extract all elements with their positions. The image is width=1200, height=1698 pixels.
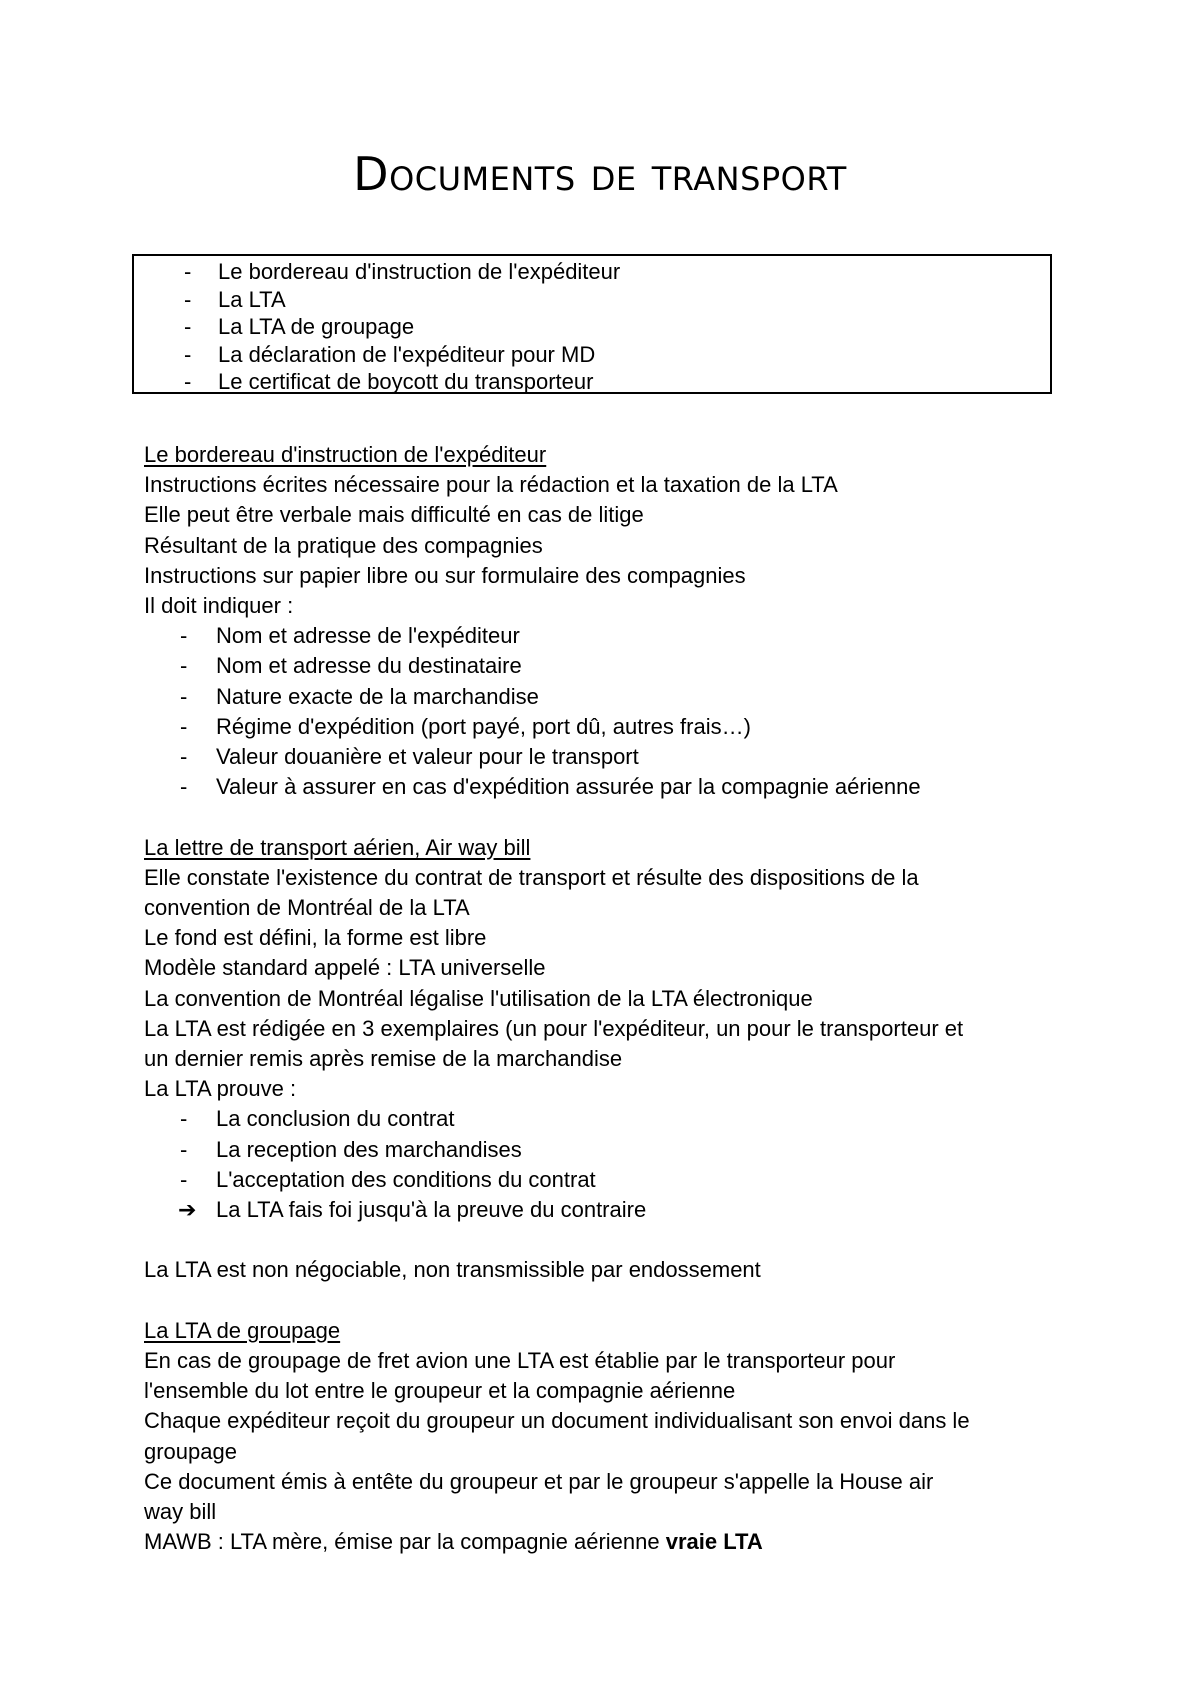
section-heading-groupage: La LTA de groupage bbox=[144, 1317, 341, 1343]
paragraph-line: Chaque expéditeur reçoit du groupeur un document individualisant son envoi dans le bbox=[144, 1408, 970, 1434]
section-heading-bordereau: Le bordereau d'instruction de l'expéditeur bbox=[144, 442, 547, 467]
arrow-list-item: ➔ La LTA fais foi jusqu'à la preuve du contraire bbox=[144, 1195, 1074, 1225]
paragraph-line-mawb: MAWB : LTA mère, émise par la compagnie aérienne vraie LTA bbox=[144, 1529, 763, 1555]
summary-item: - La LTA de groupage bbox=[184, 314, 415, 340]
paragraph-line: Elle peut être verbale mais difficulté en cas de litige bbox=[144, 502, 644, 528]
page-title: Documents de transport bbox=[353, 147, 847, 201]
paragraph-line: convention de Montréal de la LTA bbox=[144, 894, 470, 920]
list-item: - L'acceptation des conditions du contrat bbox=[180, 1166, 596, 1192]
spacer bbox=[144, 1286, 1074, 1316]
emphasis-text: vraie LTA bbox=[665, 1529, 763, 1555]
summary-item: - La déclaration de l'expéditeur pour MD bbox=[184, 341, 596, 367]
paragraph-line: way bill bbox=[144, 1498, 217, 1524]
arrow-right-icon: ➔ bbox=[178, 1196, 197, 1222]
summary-item: - Le bordereau d'instruction de l'expéditeur bbox=[184, 259, 621, 284]
list-item: - Valeur à assurer en cas d'expédition assurée par la compagnie aérienne bbox=[180, 774, 921, 800]
paragraph-line: l'ensemble du lot entre le groupeur et la compagnie aérienne bbox=[144, 1378, 736, 1404]
paragraph-line: La convention de Montréal légalise l'utilisation de la LTA électronique bbox=[144, 985, 813, 1011]
summary-box bbox=[132, 254, 1052, 394]
paragraph-line: La LTA est non négociable, non transmissible par endossement bbox=[144, 1257, 761, 1283]
list-item: - La reception des marchandises bbox=[180, 1136, 522, 1162]
list-item: - Nom et adresse de l'expéditeur bbox=[180, 623, 520, 649]
list-item: - Régime d'expédition (port payé, port dû, autres frais…) bbox=[180, 713, 751, 739]
paragraph-line: Instructions sur papier libre ou sur formulaire des compagnies bbox=[144, 562, 746, 588]
paragraph-line: Ce document émis à entête du groupeur et par le groupeur s'appelle la House air bbox=[144, 1468, 934, 1494]
list-item: - Nature exacte de la marchandise bbox=[180, 683, 539, 709]
paragraph-line: En cas de groupage de fret avion une LTA est établie par le transporteur pour bbox=[144, 1347, 896, 1373]
paragraph-line: Le fond est défini, la forme est libre bbox=[144, 925, 487, 951]
summary-item: - La LTA bbox=[184, 286, 286, 312]
spacer bbox=[144, 1225, 1074, 1255]
paragraph-line: La LTA prouve : bbox=[144, 1076, 297, 1102]
paragraph-line: La LTA est rédigée en 3 exemplaires (un pour l'expéditeur, un pour le transporteur et bbox=[144, 1015, 964, 1041]
paragraph-line: Modèle standard appelé : LTA universelle bbox=[144, 955, 546, 981]
list-item: - Nom et adresse du destinataire bbox=[180, 653, 522, 679]
section-heading-lta: La lettre de transport aérien, Air way bill bbox=[144, 834, 531, 860]
paragraph-line: Elle constate l'existence du contrat de transport et résulte des dispositions de la bbox=[144, 864, 919, 890]
paragraph-line: Il doit indiquer : bbox=[144, 593, 294, 619]
paragraph-line: un dernier remis après remise de la marchandise bbox=[144, 1045, 623, 1071]
paragraph-line: groupage bbox=[144, 1438, 237, 1464]
document-body bbox=[144, 440, 1074, 1557]
summary-item: - Le certificat de boycott du transporteur bbox=[184, 369, 594, 395]
paragraph-line: Instructions écrites nécessaire pour la rédaction et la taxation de la LTA bbox=[144, 472, 838, 498]
list-item: - Valeur douanière et valeur pour le transport bbox=[180, 743, 639, 769]
list-item: - La conclusion du contrat bbox=[180, 1106, 455, 1132]
spacer bbox=[144, 802, 1074, 832]
paragraph-line: Résultant de la pratique des compagnies bbox=[144, 532, 543, 558]
